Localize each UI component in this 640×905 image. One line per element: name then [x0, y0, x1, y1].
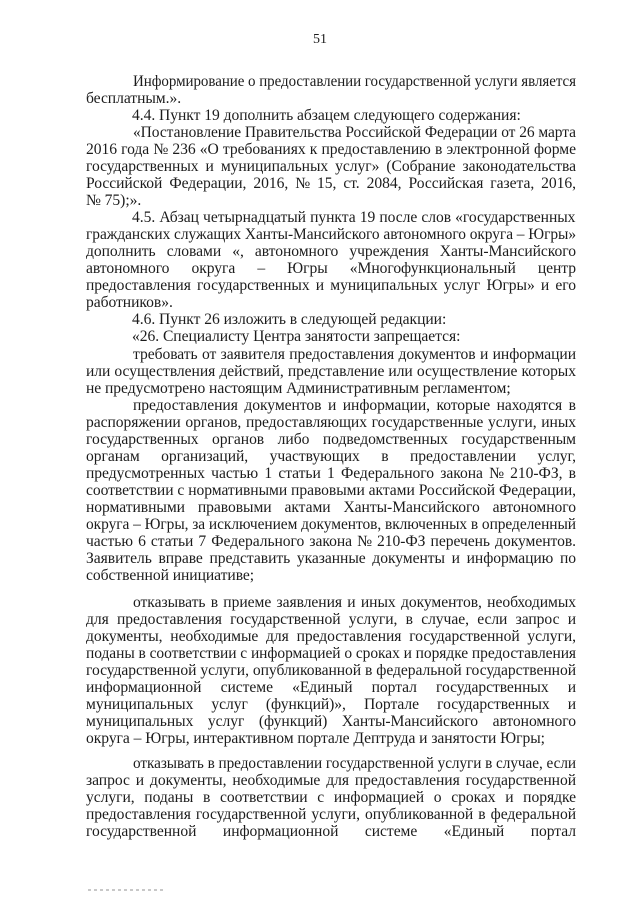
text-line: автономного округа – Югры «Многофункциональный центр [86, 260, 576, 277]
text-line: Российской Федерации, 2016, № 15, ст. 2084, Российская газета, 2016, [86, 175, 576, 192]
text-line: муниципальных услуг (функций)», Портале государственных и [86, 696, 576, 713]
text-line: работников». [86, 294, 173, 311]
text-line: поданы в соответствии с информацией о сроках и порядке предоставления [86, 645, 576, 662]
text-line: бесплатным.». [86, 90, 182, 107]
text-line: для предоставления государственной услуги, в случае, если запрос и [86, 611, 576, 628]
text-line: предоставления государственной услуги, опубликованной в федеральной [86, 806, 576, 823]
text-line: документы, необходимые для предоставления государственной услуги, [86, 628, 576, 645]
text-line: предоставления документов и информации, которые находятся в [133, 397, 576, 414]
scan-artifact [88, 889, 166, 891]
text-line: собственной инициативе; [86, 567, 255, 584]
text-line: Информирование о предоставлении государственной услуги является [133, 73, 576, 90]
text-line: нормативными правовыми актами Ханты-Мансийского автономного [86, 499, 576, 516]
text-line: гражданских служащих Ханты-Мансийского автономного округа – Югры» [86, 226, 576, 243]
text-line: дополнить словами «, автономного учреждения Ханты-Мансийского [86, 243, 576, 260]
text-line: или осуществления действий, представление или осуществление которых [86, 363, 576, 380]
text-line: органам организаций, участвующих в предоставлении услуг, [86, 448, 576, 465]
text-line: 4.6. Пункт 26 изложить в следующей редакции: [132, 311, 447, 328]
text-line: информационной системе «Единый портал государственных и [86, 679, 576, 696]
text-line: соответствии с нормативными правовыми актами Российской Федерации, [86, 482, 576, 499]
text-line: 4.4. Пункт 19 дополнить абзацем следующего содержания: [132, 107, 521, 124]
text-line: требовать от заявителя предоставления документов и информации [133, 346, 576, 363]
text-line: 4.5. Абзац четырнадцатый пункта 19 после слов «государственных [132, 209, 576, 226]
text-line: муниципальных услуг (функций) Ханты-Мансийского автономного [86, 713, 576, 730]
text-line: «Постановление Правительства Российской Федерации от 26 марта [133, 124, 576, 141]
text-line: государственных и муниципальных услуг» (Собрание законодательства [86, 158, 576, 175]
text-line: распоряжении органов, предоставляющих государственные услуги, иных [86, 414, 576, 431]
text-line: отказывать в предоставлении государственной услуги в случае, если [133, 755, 576, 772]
text-line: услуги, поданы в соответствии с информацией о сроках и порядке [86, 789, 576, 806]
text-line: государственных органов либо подведомственных государственным [86, 431, 576, 448]
text-line: государственной информационной системе «Единый портал [86, 823, 576, 840]
text-line: Заявитель вправе представить указанные документы и информацию по [86, 550, 576, 567]
text-line: отказывать в приеме заявления и иных документов, необходимых [133, 594, 576, 611]
text-line: предусмотренных частью 1 статьи 1 Федерального закона № 210-ФЗ, в [86, 465, 576, 482]
text-line: округа – Югры, за исключением документов, включенных в определенный [86, 516, 576, 533]
text-line: запрос и документы, необходимые для предоставления государственной [86, 772, 576, 789]
text-line: не предусмотрено настоящим Административным регламентом; [86, 380, 511, 397]
text-line: «26. Специалисту Центра занятости запрещается: [132, 328, 461, 345]
text-line: № 75);». [86, 192, 142, 209]
text-line: частью 6 статьи 7 Федерального закона № 210-ФЗ перечень документов. [86, 533, 576, 550]
text-line: 2016 года № 236 «О требованиях к предоставлению в электронной форме [86, 141, 576, 158]
text-line: государственной услуги, опубликованной в федеральной государственной [86, 662, 576, 679]
page-number: 51 [313, 32, 327, 47]
text-line: предоставления государственных и муниципальных услуг Югры» и его [86, 277, 576, 294]
text-line: округа – Югры, интерактивном портале Дептруда и занятости Югры; [86, 730, 545, 747]
